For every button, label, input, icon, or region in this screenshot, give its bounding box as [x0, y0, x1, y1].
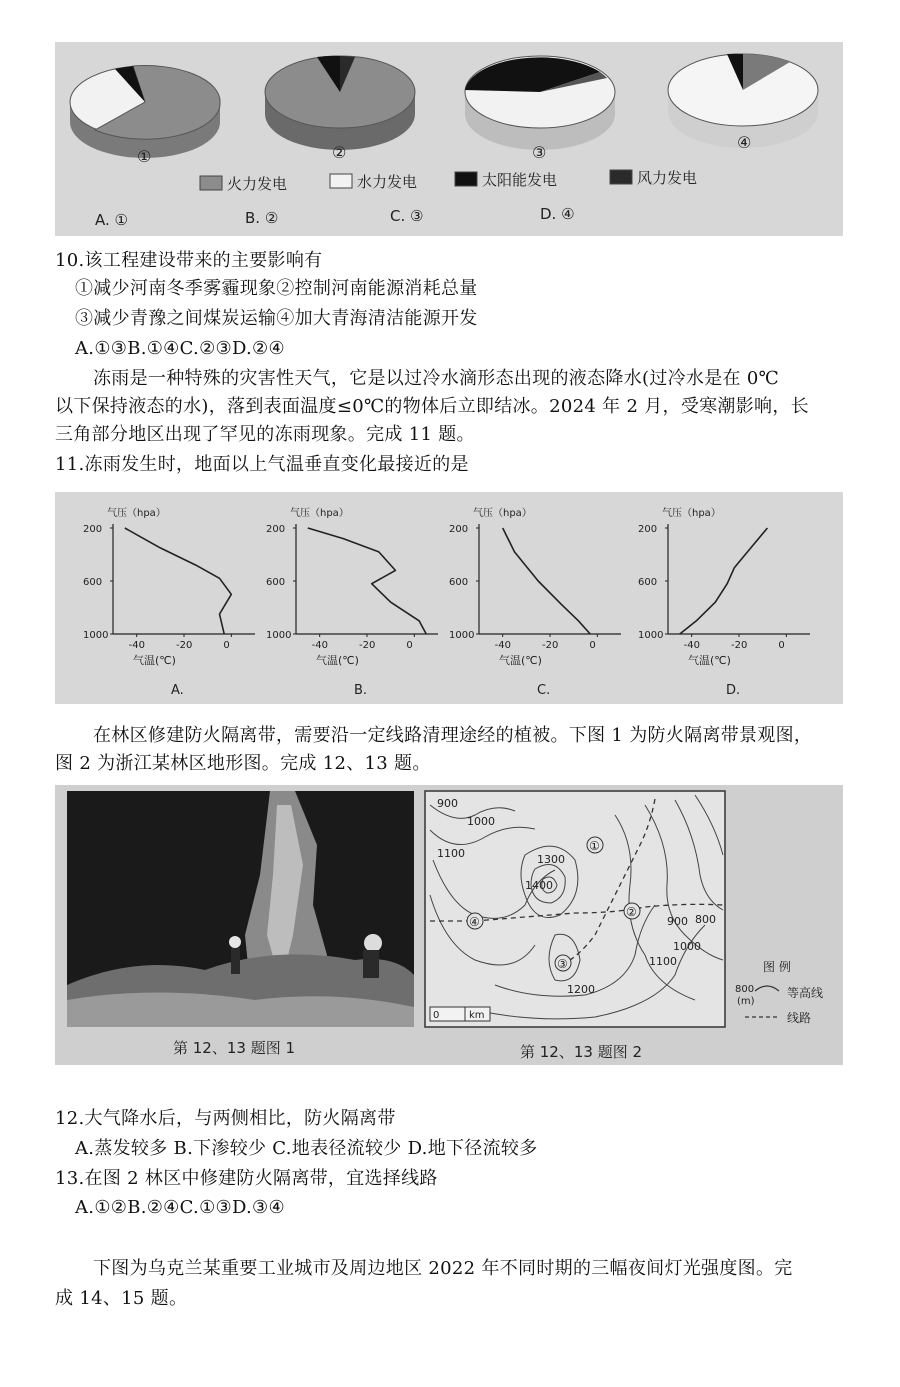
- graph-3-ytick-2: 1000: [638, 630, 664, 641]
- graph-2-xtick-2: 0: [589, 640, 596, 651]
- graph-2-ytick-1: 600: [449, 577, 469, 588]
- contour-1100-a: 1100: [437, 847, 465, 860]
- pie-choice-c: C. ③: [390, 207, 424, 225]
- graph-2-panel-label: C.: [537, 683, 551, 698]
- map-legend-route: 线路: [787, 1011, 812, 1025]
- pie-label-2: ②: [332, 143, 347, 162]
- contour-1000-b: 1000: [673, 940, 701, 953]
- graph-0-panel-label: A.: [171, 683, 184, 698]
- graph-1-xlabel: 气温(℃): [316, 654, 359, 667]
- scale-unit: km: [469, 1010, 485, 1021]
- graph-1-temperature-curve: [308, 528, 426, 634]
- map-legend-contour-unit: (m): [737, 996, 755, 1007]
- intro-firebreak-1: 在林区修建防火隔离带，需要沿一定线路清理途经的植被。下图 1 为防火隔离带景观图，: [93, 725, 813, 746]
- scale-zero: 0: [433, 1010, 440, 1021]
- graph-3-ytick-0: 200: [638, 524, 658, 535]
- graph-1-xtick-2: 0: [406, 640, 413, 651]
- q12-stem: 12.大气降水后，与两侧相比，防火隔离带: [55, 1108, 396, 1129]
- q11-stem: 11.冻雨发生时，地面以上气温垂直变化最接近的是: [55, 454, 469, 475]
- contour-1200: 1200: [567, 983, 595, 996]
- graph-2-xtick-0: -40: [494, 640, 512, 651]
- pie-1: [70, 66, 220, 158]
- firebreak-figures: [55, 785, 843, 1065]
- intro-freezing-rain-2: 以下保持液态的水)，落到表面温度≤0℃的物体后立即结冰。2024 年 2 月，受寒潮影响，长: [55, 396, 809, 417]
- graph-3-ylabel: 气压（hpa）: [662, 508, 721, 519]
- pie-label-4: ④: [737, 133, 752, 152]
- intro-ukraine-2: 成 14、15 题。: [55, 1288, 188, 1309]
- graph-0-ytick-1: 600: [83, 577, 103, 588]
- pie-label-3: ③: [532, 143, 547, 162]
- intro-ukraine-1: 下图为乌克兰某重要工业城市及周边地区 2022 年不同时期的三幅夜间灯光强度图。完: [93, 1258, 793, 1279]
- graph-2-ylabel: 气压（hpa）: [473, 508, 532, 519]
- contour-1300: 1300: [537, 853, 565, 866]
- intro-freezing-rain-1: 冻雨是一种特殊的灾害性天气，它是以过冷水滴形态出现的液态降水(过冷水是在 0℃: [93, 368, 780, 389]
- graph-2-xlabel: 气温(℃): [499, 654, 542, 667]
- graph-0-xlabel: 气温(℃): [133, 654, 176, 667]
- contour-1400: 1400: [525, 879, 553, 892]
- contour-1100-b: 1100: [649, 955, 677, 968]
- q10-stem: 10.该工程建设带来的主要影响有: [55, 250, 323, 271]
- pie-choice-d: D. ④: [540, 205, 575, 223]
- route-label-3: ③: [557, 957, 568, 971]
- legend-hydro: 水力发电: [357, 173, 418, 191]
- graph-0-xtick-0: -40: [128, 640, 146, 651]
- graph-3-xlabel: 气温(℃): [688, 654, 731, 667]
- graph-2-ytick-0: 200: [449, 524, 469, 535]
- graph-3-xtick-0: -40: [683, 640, 701, 651]
- graph-1-xtick-1: -20: [359, 640, 376, 651]
- route-label-4: ④: [469, 915, 480, 929]
- q12-options: A.蒸发较多 B.下渗较少 C.地表径流较少 D.地下径流较多: [75, 1138, 538, 1159]
- graph-1-ylabel: 气压（hpa）: [290, 508, 349, 519]
- q10-line-1: ①减少河南冬季雾霾现象②控制河南能源消耗总量: [75, 278, 478, 299]
- q10-options: A.①③B.①④C.②③D.②④: [75, 338, 285, 359]
- legend-thermal: 火力发电: [227, 175, 288, 193]
- graph-3-ytick-1: 600: [638, 577, 658, 588]
- intro-firebreak-2: 图 2 为浙江某林区地形图。完成 12、13 题。: [55, 753, 431, 774]
- map-legend-contour-value: 800: [735, 984, 755, 995]
- graph-3-xtick-1: -20: [731, 640, 748, 651]
- q13-stem: 13.在图 2 林区中修建防火隔离带，宜选择线路: [55, 1168, 438, 1189]
- topographic-map: [425, 791, 725, 1027]
- graph-0-temperature-curve: [125, 528, 232, 634]
- graph-2-temperature-curve: [503, 528, 591, 634]
- contour-900-a: 900: [437, 797, 458, 810]
- pie-3: [465, 56, 615, 150]
- photo-caption: 第 12、13 题图 1: [173, 1039, 296, 1057]
- contour-1000-a: 1000: [467, 815, 495, 828]
- graph-3-temperature-curve: [680, 528, 768, 634]
- q13-options: A.①②B.②④C.①③D.③④: [75, 1197, 285, 1218]
- route-label-1: ①: [589, 839, 600, 853]
- contour-900-b: 900: [667, 915, 688, 928]
- pie-label-1: ①: [137, 147, 152, 166]
- pie-2: [265, 56, 415, 150]
- contour-800: 800: [695, 913, 716, 926]
- pie-choice-b: B. ②: [245, 209, 279, 227]
- graph-0-ylabel: 气压（hpa）: [107, 508, 166, 519]
- pie-choice-a: A. ①: [95, 211, 128, 229]
- map-caption: 第 12、13 题图 2: [520, 1043, 643, 1061]
- firebreak-photo: [67, 791, 414, 1027]
- map-legend-contour: 等高线: [787, 986, 824, 1000]
- intro-freezing-rain-3: 三角部分地区出现了罕见的冻雨现象。完成 11 题。: [55, 424, 475, 445]
- route-label-2: ②: [626, 905, 637, 919]
- graph-1-ytick-2: 1000: [266, 630, 292, 641]
- legend-solar: 太阳能发电: [482, 171, 558, 189]
- graph-0-xtick-2: 0: [223, 640, 230, 651]
- graph-0-ytick-2: 1000: [83, 630, 109, 641]
- legend-wind: 风力发电: [637, 169, 698, 187]
- graph-1-xtick-0: -40: [311, 640, 329, 651]
- pie-chart-figure: [55, 42, 843, 236]
- graph-2-xtick-1: -20: [542, 640, 559, 651]
- graph-1-ytick-1: 600: [266, 577, 286, 588]
- graph-0-ytick-0: 200: [83, 524, 103, 535]
- map-legend-title: 图 例: [763, 960, 791, 974]
- q10-line-2: ③减少青豫之间煤炭运输④加大青海清洁能源开发: [75, 308, 478, 329]
- graph-3-xtick-2: 0: [778, 640, 785, 651]
- graph-1-ytick-0: 200: [266, 524, 286, 535]
- graph-3-panel-label: D.: [726, 683, 741, 698]
- temperature-graphs-figure: [55, 492, 843, 704]
- graph-0-xtick-1: -20: [176, 640, 193, 651]
- graph-2-ytick-2: 1000: [449, 630, 475, 641]
- graph-1-panel-label: B.: [354, 683, 368, 698]
